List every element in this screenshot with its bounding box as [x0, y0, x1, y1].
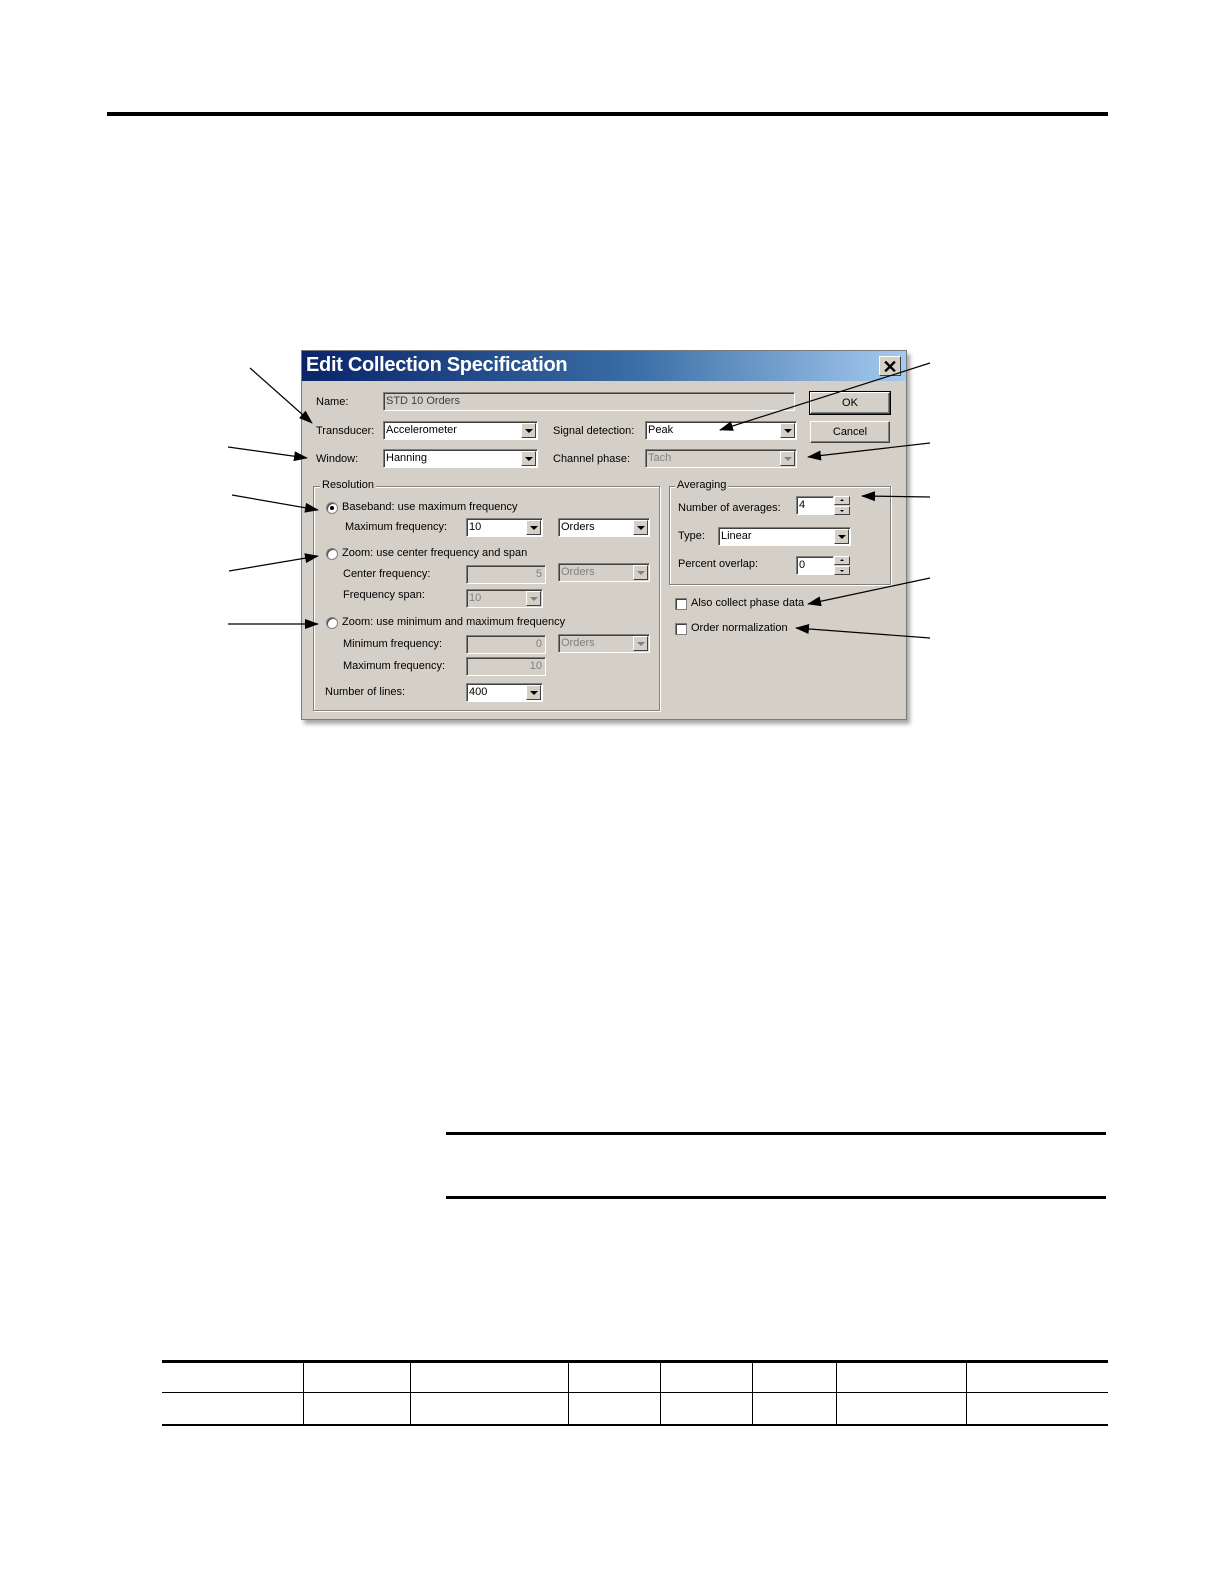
zoom-center-label[interactable]: Zoom: use center frequency and span: [342, 547, 528, 559]
frequency-span-value: 10: [469, 592, 482, 604]
chevron-down-icon[interactable]: [526, 520, 541, 535]
note-top-rule: [446, 1132, 1106, 1135]
number-of-lines-value: 400: [469, 686, 488, 698]
arrow-window: [228, 447, 307, 458]
minimum-frequency-field[interactable]: 0: [466, 635, 546, 654]
zoom-minmax-radio[interactable]: [326, 617, 338, 629]
chevron-down-icon: [633, 565, 648, 580]
number-of-averages-field[interactable]: 4: [796, 496, 834, 515]
baseband-label[interactable]: Baseband: use maximum frequency: [342, 501, 518, 513]
number-of-averages-label: Number of averages:: [678, 502, 781, 514]
center-frequency-label: Center frequency:: [343, 568, 431, 580]
center-frequency-unit-select[interactable]: [558, 563, 650, 582]
table-column-divider: [752, 1362, 753, 1426]
transducer-label: Transducer:: [316, 425, 375, 437]
frequency-span-select[interactable]: [466, 589, 543, 608]
number-of-lines-label: Number of lines:: [325, 686, 406, 698]
maximum-frequency-select[interactable]: [466, 518, 543, 537]
channel-phase-select[interactable]: [645, 449, 797, 468]
channel-phase-label: Channel phase:: [553, 453, 631, 465]
chevron-down-icon[interactable]: [780, 423, 795, 438]
minimum-frequency-unit-select[interactable]: [558, 634, 650, 653]
also-collect-phase-label[interactable]: Also collect phase data: [691, 597, 805, 609]
order-normalization-label[interactable]: Order normalization: [691, 622, 788, 634]
type-label: Type:: [678, 530, 705, 542]
dialog-title: Edit Collection Specification: [306, 354, 568, 376]
chevron-down-icon[interactable]: [521, 451, 536, 466]
zoom-minmax-label[interactable]: Zoom: use minimum and maximum frequency: [342, 616, 566, 628]
maximum-frequency-unit-select[interactable]: [558, 518, 650, 537]
table-column-divider: [303, 1362, 304, 1426]
close-icon[interactable]: ✕: [879, 356, 901, 376]
percent-overlap-field[interactable]: 0: [796, 556, 834, 575]
footer-table: [162, 1360, 1108, 1426]
chevron-down-icon[interactable]: [526, 685, 541, 700]
percent-overlap-label: Percent overlap:: [678, 558, 759, 570]
signal-detection-label: Signal detection:: [553, 425, 635, 437]
title-bar[interactable]: [302, 351, 906, 381]
table-column-divider: [410, 1362, 411, 1426]
spin-up-icon[interactable]: [834, 556, 850, 565]
maximum-frequency-2-field[interactable]: 10: [466, 657, 546, 676]
minimum-frequency-unit-value: Orders: [561, 637, 595, 649]
number-of-averages-spinner[interactable]: [834, 496, 850, 515]
cancel-button[interactable]: Cancel: [810, 421, 890, 443]
maximum-frequency-label: Maximum frequency:: [345, 521, 448, 533]
chevron-down-icon: [780, 451, 795, 466]
chevron-down-icon: [526, 591, 541, 606]
maximum-frequency-2-label: Maximum frequency:: [343, 660, 446, 672]
chevron-down-icon[interactable]: [834, 529, 849, 544]
name-field[interactable]: STD 10 Orders: [383, 392, 795, 411]
chevron-down-icon[interactable]: [633, 520, 648, 535]
resolution-legend: Resolution: [322, 479, 374, 491]
chevron-down-icon: [633, 636, 648, 651]
table-column-divider: [966, 1362, 967, 1426]
maximum-frequency-value: 10: [469, 521, 482, 533]
center-frequency-unit-value: Orders: [561, 566, 595, 578]
maximum-frequency-unit-value: Orders: [561, 521, 595, 533]
window-value: Hanning: [386, 452, 427, 464]
chevron-down-icon[interactable]: [521, 423, 536, 438]
frequency-span-label: Frequency span:: [343, 589, 425, 601]
also-collect-phase-checkbox[interactable]: [675, 598, 687, 610]
type-select[interactable]: [718, 527, 851, 546]
window-select[interactable]: [383, 449, 538, 468]
table-column-divider: [836, 1362, 837, 1426]
minimum-frequency-label: Minimum frequency:: [343, 638, 443, 650]
type-value: Linear: [721, 530, 752, 542]
baseband-radio[interactable]: [326, 502, 338, 514]
percent-overlap-spinner[interactable]: [834, 556, 850, 575]
center-frequency-field[interactable]: 5: [466, 565, 546, 584]
spin-down-icon[interactable]: [834, 506, 850, 515]
spin-up-icon[interactable]: [834, 496, 850, 505]
zoom-center-radio[interactable]: [326, 548, 338, 560]
note-bottom-rule: [446, 1196, 1106, 1199]
number-of-lines-select[interactable]: [466, 683, 543, 702]
name-label: Name:: [316, 396, 349, 408]
signal-detection-value: Peak: [648, 424, 674, 436]
averaging-legend: Averaging: [677, 479, 727, 491]
spin-down-icon[interactable]: [834, 566, 850, 575]
transducer-select[interactable]: [383, 421, 538, 440]
window-label: Window:: [316, 453, 359, 465]
channel-phase-value: Tach: [648, 452, 672, 464]
transducer-value: Accelerometer: [386, 424, 457, 436]
top-rule: [107, 112, 1108, 116]
table-column-divider: [660, 1362, 661, 1426]
order-normalization-checkbox[interactable]: [675, 623, 687, 635]
ok-button[interactable]: OK: [810, 392, 890, 414]
table-column-divider: [568, 1362, 569, 1426]
edit-collection-specification-dialog: [301, 350, 907, 720]
signal-detection-select[interactable]: [645, 421, 797, 440]
